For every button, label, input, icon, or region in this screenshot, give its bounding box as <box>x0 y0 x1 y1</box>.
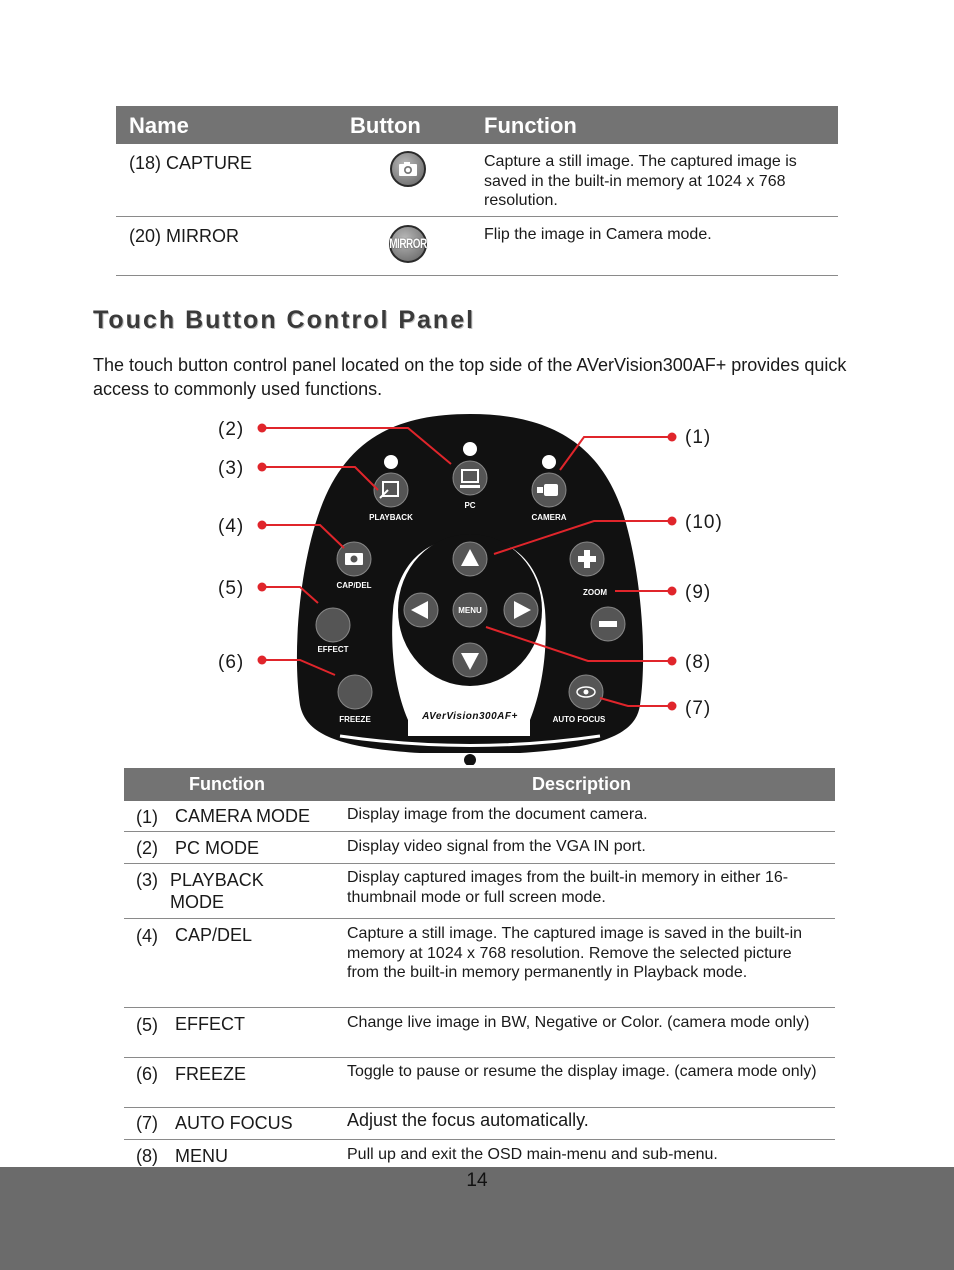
row-description: Display video signal from the VGA IN port. <box>347 838 646 855</box>
row-function: EFFECT <box>175 1014 245 1034</box>
mirror-icon: MIRROR <box>389 236 427 252</box>
row-function: PLAYBACK MODE <box>170 870 264 912</box>
row-number: (8) <box>136 1146 158 1166</box>
row-description: Adjust the focus automatically. <box>347 1110 589 1130</box>
row-function: AUTO FOCUS <box>175 1113 293 1133</box>
control-panel-diagram <box>0 400 954 765</box>
function-description-table <box>124 768 835 1172</box>
row-function: PC MODE <box>175 838 260 858</box>
callout-7: (7) <box>685 698 712 719</box>
row-name: (18) CAPTURE <box>129 153 253 173</box>
callout-3: (3) <box>218 458 245 479</box>
table-row <box>124 1058 835 1108</box>
brand-label: AVerVision300AF+ <box>422 711 518 722</box>
row-number: (3) <box>136 870 158 890</box>
camera-label: CAMERA <box>531 513 567 522</box>
table-row <box>124 1008 835 1058</box>
camera-led <box>542 455 556 469</box>
section-intro: The touch button control panel located on the top side of the AVerVision300AF+ provides quick access to commonly used functions. <box>93 355 847 399</box>
mirror-button-image <box>389 225 427 263</box>
table-header <box>124 768 835 801</box>
panel-bottom-dot <box>464 754 476 765</box>
minus-icon <box>599 621 617 627</box>
effect-button[interactable] <box>316 608 350 654</box>
capdel-label: CAP/DEL <box>336 581 372 590</box>
header-function: Function <box>189 774 265 794</box>
table-row <box>124 801 835 832</box>
table-row <box>124 832 835 864</box>
row-description: Display captured images from the built-in memory in either 16-thumbnail mode or full screen mode. <box>347 869 789 906</box>
callout-8: (8) <box>685 652 712 673</box>
pc-led <box>463 442 477 456</box>
header-function: Function <box>484 113 577 138</box>
zoom-in-button[interactable] <box>570 542 604 576</box>
camera-icon <box>398 161 418 177</box>
capture-button-image <box>390 151 426 187</box>
effect-label: EFFECT <box>317 645 349 654</box>
table-row <box>124 864 835 919</box>
callout-5: (5) <box>218 578 245 599</box>
row-function: MENU <box>175 1146 228 1166</box>
page-number: 14 <box>466 1170 488 1191</box>
row-function: FREEZE <box>175 1064 247 1084</box>
capdel-button[interactable] <box>336 542 371 590</box>
row-number: (5) <box>136 1015 158 1035</box>
row-number: (4) <box>136 926 158 946</box>
row-function: CAP/DEL <box>175 925 253 945</box>
header-description: Description <box>532 774 632 794</box>
table-row <box>124 1108 835 1140</box>
freeze-label: FREEZE <box>339 715 371 724</box>
row-description: Change live image in BW, Negative or Color. (camera mode only) <box>347 1014 810 1031</box>
row-description: Toggle to pause or resume the display image. (camera mode only) <box>347 1063 817 1080</box>
table-header <box>116 106 838 144</box>
row-number: (6) <box>136 1064 158 1084</box>
callout-4: (4) <box>218 516 245 537</box>
playback-led <box>384 455 398 469</box>
table-row <box>116 144 838 217</box>
row-function: Flip the image in Camera mode. <box>484 226 712 243</box>
menu-label: MENU <box>458 606 482 615</box>
freeze-button[interactable] <box>338 675 372 724</box>
down-button[interactable] <box>453 643 487 677</box>
row-function: Capture a still image. The captured image is saved in the built-in memory at 1024 x 768 resolution. <box>484 153 797 209</box>
menu-button[interactable] <box>453 593 487 627</box>
header-name: Name <box>129 113 189 138</box>
table-row <box>124 919 835 1008</box>
header-button: Button <box>350 113 421 138</box>
row-number: (1) <box>136 807 158 827</box>
up-button[interactable] <box>453 542 487 576</box>
camera-button[interactable] <box>531 473 566 522</box>
zoom-label: ZOOM <box>583 588 607 597</box>
table-row <box>116 217 838 276</box>
pc-label: PC <box>464 501 476 510</box>
button-function-table <box>116 106 838 276</box>
autofocus-label: AUTO FOCUS <box>552 715 606 724</box>
row-number: (2) <box>136 838 158 858</box>
row-description: Pull up and exit the OSD main-menu and sub-menu. <box>347 1146 718 1163</box>
row-function: CAMERA MODE <box>175 806 311 826</box>
callout-9: (9) <box>685 582 712 603</box>
row-name: (20) MIRROR <box>129 226 240 246</box>
section-heading: Touch Button Control Panel <box>93 306 476 334</box>
row-description: Capture a still image. The captured image is saved in the built-in memory at 1024 x 768 resolution. Remove the selected picture from the built-in memory permanently in Playback mode. <box>347 925 803 981</box>
right-button[interactable] <box>504 593 538 627</box>
zoom-out-button[interactable] <box>591 607 625 641</box>
callout-6: (6) <box>218 652 245 673</box>
callout-1: (1) <box>685 427 712 448</box>
callout-10: (10) <box>685 512 723 533</box>
left-button[interactable] <box>404 593 438 627</box>
playback-label: PLAYBACK <box>369 513 413 522</box>
row-description: Display image from the document camera. <box>347 806 648 823</box>
row-number: (7) <box>136 1113 158 1133</box>
callout-2: (2) <box>218 419 245 440</box>
